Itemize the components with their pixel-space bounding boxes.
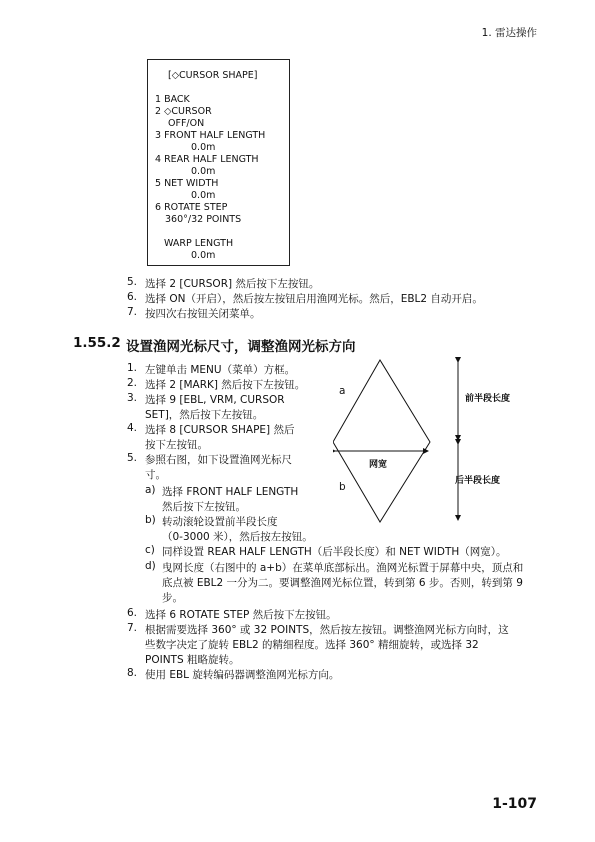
menu-value-rear-half-length: 0.0m bbox=[191, 166, 216, 177]
step-number: 5. bbox=[127, 452, 138, 464]
step-text: POINTS 粗略旋转。 bbox=[145, 654, 240, 666]
menu-item-cursor: 2 ◇CURSOR bbox=[155, 106, 212, 117]
cursor-shape-menu bbox=[147, 59, 290, 266]
substep-text: 然后按下左按钮。 bbox=[162, 501, 246, 513]
substep-label: a) bbox=[145, 484, 156, 496]
step-number: 1. bbox=[127, 362, 138, 374]
menu-item-back: 1 BACK bbox=[155, 94, 190, 105]
substep-label: b) bbox=[145, 514, 156, 526]
step-number: 6. bbox=[127, 291, 138, 303]
step-number: 5. bbox=[127, 276, 138, 288]
net-cursor-diagram bbox=[333, 357, 533, 530]
step-number: 4. bbox=[127, 422, 138, 434]
menu-item-rear-half-length: 4 REAR HALF LENGTH bbox=[155, 154, 259, 165]
step-text: 选择 ON（开启），然后按左按钮启用渔网光标。然后，EBL2 自动开启。 bbox=[145, 293, 483, 305]
step-number: 8. bbox=[127, 667, 138, 679]
substep-text: 曳网长度（右图中的 a+b）在菜单底部标出。渔网光标置于屏幕中央，顶点和 bbox=[162, 562, 524, 574]
net-width-label: 网宽 bbox=[369, 460, 388, 470]
substep-text: 选择 FRONT HALF LENGTH bbox=[162, 486, 299, 498]
step-text: 根据需要选择 360° 或 32 POINTS，然后按左按钮。调整渔网光标方向时，这 bbox=[145, 624, 509, 636]
net-outline bbox=[333, 360, 430, 522]
step-text: 选择 6 ROTATE STEP 然后按下左按钮。 bbox=[145, 609, 337, 621]
step-text: 选择 9 [EBL, VRM, CURSOR bbox=[145, 394, 285, 406]
step-text: 使用 EBL 旋转编码器调整渔网光标方向。 bbox=[145, 669, 340, 681]
step-text: 选择 8 [CURSOR SHAPE] 然后 bbox=[145, 424, 295, 436]
step-text: 参照右图，如下设置渔网光标尺 bbox=[145, 454, 292, 466]
menu-value-warp-length: 0.0m bbox=[191, 250, 216, 261]
menu-item-warp-length: WARP LENGTH bbox=[164, 238, 234, 249]
substep-label: d) bbox=[145, 560, 156, 572]
net-cursor-shape bbox=[333, 357, 533, 527]
step-number: 3. bbox=[127, 392, 138, 404]
menu-value-rotate-step: 360°/32 POINTS bbox=[165, 214, 242, 225]
substep-text: （0-3000 米），然后按左按钮。 bbox=[162, 531, 313, 543]
label-b: b bbox=[339, 481, 346, 493]
step-text: SET]，然后按下左按钮。 bbox=[145, 409, 264, 421]
step-text: 寸。 bbox=[145, 469, 166, 481]
step-text: 些数字决定了旋转 EBL2 的精细程度。选择 360° 精细旋转，或选择 32 bbox=[145, 639, 479, 651]
step-text: 按下左按钮。 bbox=[145, 439, 208, 451]
menu-item-front-half-length: 3 FRONT HALF LENGTH bbox=[155, 130, 266, 141]
step-number: 2. bbox=[127, 377, 138, 389]
section-number: 1.55.2 bbox=[73, 335, 121, 351]
rear-half-label: 后半段长度 bbox=[455, 476, 501, 486]
step-text: 选择 2 [CURSOR] 然后按下左按钮。 bbox=[145, 278, 320, 290]
substep-text: 同样设置 REAR HALF LENGTH（后半段长度）和 NET WIDTH（网宽）。 bbox=[162, 546, 507, 558]
step-text: 左键单击 MENU（菜单）方框。 bbox=[145, 364, 296, 376]
page-number: 1-107 bbox=[492, 796, 537, 812]
menu-title: [◇CURSOR SHAPE] bbox=[168, 70, 258, 81]
menu-value-front-half-length: 0.0m bbox=[191, 142, 216, 153]
substep-label: c) bbox=[145, 544, 155, 556]
label-a: a bbox=[339, 385, 346, 397]
step-number: 7. bbox=[127, 622, 138, 634]
step-text: 选择 2 [MARK] 然后按下左按钮。 bbox=[145, 379, 306, 391]
chapter-header: 1. 雷达操作 bbox=[481, 27, 537, 39]
menu-item-rotate-step: 6 ROTATE STEP bbox=[155, 202, 228, 213]
substep-text: 底点被 EBL2 一分为二。要调整渔网光标位置，转到第 6 步。否则，转到第 9 bbox=[162, 577, 523, 589]
section-title: 设置渔网光标尺寸，调整渔网光标方向 bbox=[126, 339, 356, 355]
step-text: 按四次右按钮关闭菜单。 bbox=[145, 308, 261, 320]
substep-text: 步。 bbox=[162, 592, 183, 604]
menu-item-net-width: 5 NET WIDTH bbox=[155, 178, 219, 189]
substep-text: 转动滚轮设置前半段长度 bbox=[162, 516, 278, 528]
menu-value-net-width: 0.0m bbox=[191, 190, 216, 201]
menu-value-cursor: OFF/ON bbox=[168, 118, 205, 129]
step-number: 7. bbox=[127, 306, 138, 318]
front-half-label: 前半段长度 bbox=[465, 394, 511, 404]
step-number: 6. bbox=[127, 607, 138, 619]
